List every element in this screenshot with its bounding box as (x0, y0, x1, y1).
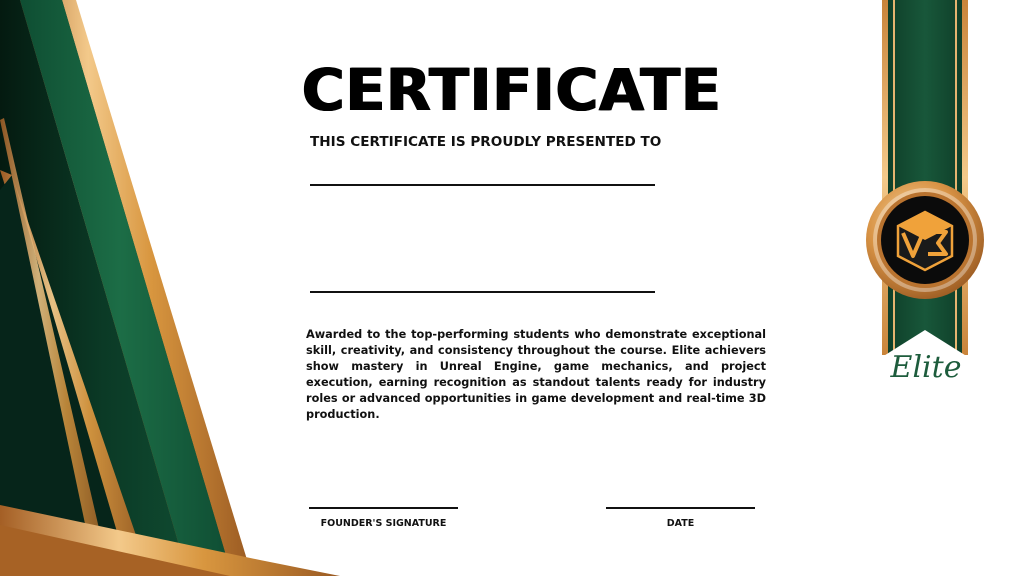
award-description: Awarded to the top-performing students who demonstrate exceptional skill, creativity, and consistency throughout the course. Elite achievers show mastery in Unreal Engine, game mechanics, and project execution, earning recognition as standout talents ready for industry roles or advanced opportunities in game development and real-time 3D production. (306, 328, 766, 421)
presented-to-text: THIS CERTIFICATE IS PROUDLY PRESENTED TO (310, 134, 662, 150)
date-line (606, 507, 755, 509)
left-border-stripes (0, 0, 340, 576)
date-label: DATE (666, 518, 695, 529)
founder-signature-label: FOUNDER'S SIGNATURE (320, 518, 447, 529)
founder-signature-line (309, 507, 458, 509)
right-ribbon (882, 0, 968, 357)
recipient-name-line (310, 184, 655, 186)
elite-ribbon-text: Elite (890, 350, 962, 385)
v3-cube-logo-icon (898, 212, 952, 270)
secondary-line (310, 291, 655, 293)
medal-badge-icon (866, 181, 984, 299)
certificate-title: CERTIFICATE (302, 56, 722, 124)
